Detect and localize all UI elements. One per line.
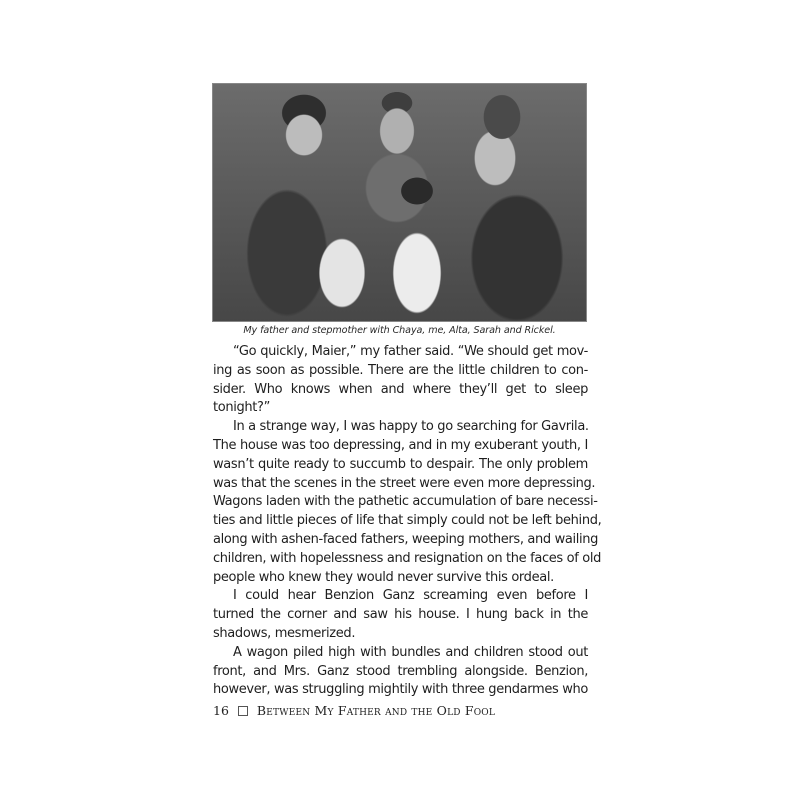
text-line: was that the scenes in the street were even more depressing.: [213, 475, 596, 491]
paragraph: [213, 343, 588, 418]
paragraph: [213, 644, 588, 700]
text-line: A wagon piled high with bundles and children stood out: [233, 644, 588, 660]
box-icon: [238, 706, 248, 716]
text-line: The house was too depressing, and in my exuberant youth, I: [213, 437, 588, 453]
text-line: Wagons laden with the pathetic accumulation of bare necessi-: [213, 494, 598, 510]
family-photo: [212, 83, 587, 322]
text-line: “Go quickly, Maier,” my father said. “We should get mov-: [233, 344, 588, 359]
text-line: ing as soon as possible. There are the little children to con-: [213, 362, 588, 378]
text-line: however, was struggling mightily with three gendarmes who: [213, 682, 588, 698]
text-line: front, and Mrs. Ganz stood trembling alongside. Benzion,: [213, 663, 588, 679]
text-line: In a strange way, I was happy to go searching for Gavrila.: [233, 419, 589, 435]
body-text: [213, 343, 602, 700]
page-footer: [213, 703, 495, 718]
page-number: 16: [213, 703, 229, 718]
text-line: wasn’t quite ready to succumb to despair. The only problem: [213, 456, 588, 472]
text-line: shadows, mesmerized.: [213, 625, 356, 641]
photo-caption: My father and stepmother with Chaya, me, Alta, Sarah and Rickel.: [243, 325, 556, 336]
text-line: tonight?”: [213, 400, 270, 416]
text-line: ties and little pieces of life that simply could not be left behind,: [213, 513, 602, 529]
text-line: children, with hopelessness and resignation on the faces of old: [213, 550, 601, 566]
running-title: Between My Father and the Old Fool: [256, 703, 496, 718]
text-line: turned the corner and saw his house. I hung back in the: [213, 607, 588, 623]
text-line: sider. Who knows when and where they’ll get to sleep: [213, 381, 588, 397]
text-line: along with ashen-faced fathers, weeping mothers, and wailing: [213, 531, 599, 547]
text-line: people who knew they would never survive this ordeal.: [213, 569, 554, 585]
paragraph: [213, 418, 602, 587]
paragraph: [213, 587, 588, 643]
text-line: I could hear Benzion Ganz screaming even before I: [233, 588, 588, 604]
